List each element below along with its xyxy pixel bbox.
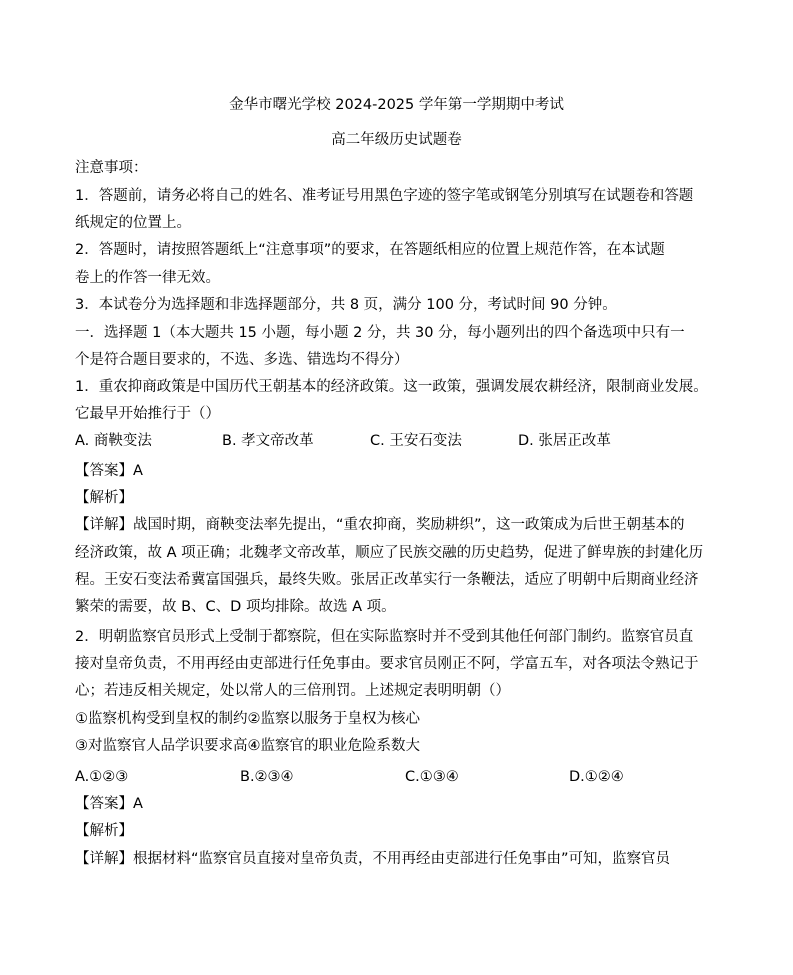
q1-detail-line-4: 繁荣的需要，故 B、C、D 项均排除。故选 A 项。 xyxy=(75,599,396,615)
q1-option-a: A. 商鞅变法 xyxy=(75,433,152,449)
q1-option-c: C. 王安石变法 xyxy=(370,433,462,449)
q2-option-b: B.②③④ xyxy=(240,769,294,785)
q1-detail-line-2: 经济政策，故 A 项正确；北魏孝文帝改革，顺应了民族交融的历史趋势，促进了鲜卑族的封建化历 xyxy=(75,545,704,561)
q1-answer: 【答案】A xyxy=(75,463,143,479)
q1-detail-line-3: 程。王安石变法希冀富国强兵，最终失败。张居正改革实行一条鞭法，适应了明朝中后期商业经济 xyxy=(75,572,699,588)
section-1-line-1: 一．选择题 1（本大题共 15 小题，每小题 2 分，共 30 分，每小题列出的四个备选项中只有一 xyxy=(75,325,685,341)
q2-option-c: C.①③④ xyxy=(405,769,459,785)
exam-subtitle: 高二年级历史试题卷 xyxy=(331,132,462,148)
q2-statements-3-4: ③对监察官人品学识要求高④监察官的职业危险系数大 xyxy=(75,738,420,754)
q2-stem-line-1: 2．明朝监察官员形式上受制于都察院，但在实际监察时并不受到其他任何部门制约。监察官员直 xyxy=(75,629,694,645)
q1-option-b: B. 孝文帝改革 xyxy=(222,433,314,449)
q1-detail-line-1: 【详解】战国时期，商鞅变法率先提出，“重农抑商，奖励耕织”，这一政策成为后世王朝基本的 xyxy=(75,517,685,533)
q1-stem-line-1: 1．重农抑商政策是中国历代王朝基本的经济政策。这一政策，强调发展农耕经济，限制商业发展。 xyxy=(75,379,708,395)
note-3: 3．本试卷分为选择题和非选择题部分，共 8 页，满分 100 分，考试时间 90 分钟。 xyxy=(75,297,617,313)
q2-statements-1-2: ①监察机构受到皇权的制约②监察以服务于皇权为核心 xyxy=(75,711,420,727)
q2-answer: 【答案】A xyxy=(75,796,143,812)
q2-analysis-heading: 【解析】 xyxy=(75,823,133,839)
section-1-line-2: 个是符合题目要求的，不选、多选、错选均不得分） xyxy=(75,352,409,368)
q2-stem-line-3: 心；若违反相关规定，处以常人的三倍刑罚。上述规定表明明朝（） xyxy=(75,683,510,699)
q1-option-d: D. 张居正改革 xyxy=(518,433,611,449)
note-2-line-2: 卷上的作答一律无效。 xyxy=(75,270,220,286)
q1-analysis-heading: 【解析】 xyxy=(75,490,133,506)
note-1-line-1: 1．答题前，请务必将自己的姓名、准考证号用黑色字迹的签字笔或钢笔分别填写在试题卷和答题 xyxy=(75,188,694,204)
notes-heading: 注意事项： xyxy=(75,160,148,176)
q1-stem-line-2: 它最早开始推行于（） xyxy=(75,406,220,422)
q2-option-a: A.①②③ xyxy=(75,769,129,785)
note-2-line-1: 2．答题时，请按照答题纸上“注意事项”的要求，在答题纸相应的位置上规范作答，在本试题 xyxy=(75,242,665,258)
exam-title: 金华市曙光学校 2024-2025 学年第一学期期中考试 xyxy=(229,97,564,113)
q2-option-d: D.①②④ xyxy=(569,769,624,785)
note-1-line-2: 纸规定的位置上。 xyxy=(75,215,191,231)
q2-stem-line-2: 接对皇帝负责，不用再经由吏部进行任免事由。要求官员刚正不阿，学富五车，对各项法令熟记于 xyxy=(75,656,699,672)
q2-detail-line-1: 【详解】根据材料“监察官员直接对皇帝负责，不用再经由吏部进行任免事由”可知，监察官员 xyxy=(75,851,671,867)
